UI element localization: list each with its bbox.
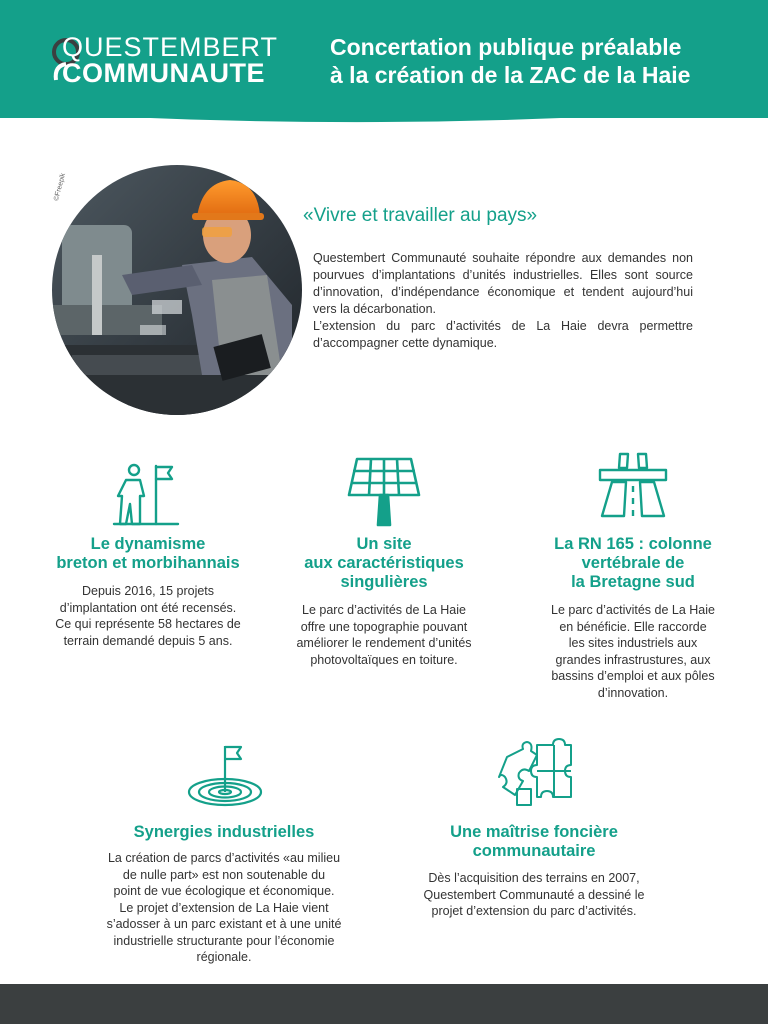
feature-site	[288, 535, 480, 668]
feature-site-desc-line2: offre une topographie pouvant	[300, 619, 468, 634]
feature-dynamism-title-line1: Le dynamisme	[90, 535, 206, 553]
feature-rn165-title-line1: La RN 165 : colonne	[554, 535, 712, 553]
feature-site-desc-line1: Le parc d’activités de La Haie	[302, 603, 466, 617]
feature-synergies-desc-line7: régionale.	[196, 950, 252, 964]
feature-land-control-desc	[400, 870, 668, 920]
feature-synergies-desc-line5: s’adosser à un parc existant et à une unité	[106, 917, 342, 931]
feature-land-control-desc-line1: Dès l’acquisition des terrains en 2007,	[428, 871, 640, 885]
page-title-line2: à la création de la ZAC de la Haie	[330, 62, 691, 88]
solar-panel-icon	[347, 457, 421, 527]
target-flag-icon	[185, 742, 265, 808]
feature-dynamism	[40, 535, 256, 649]
feature-land-control-title-line2: communautaire	[472, 842, 596, 860]
feature-dynamism-desc	[40, 583, 256, 649]
feature-rn165-desc-line4: grandes infrastrustures, aux	[555, 652, 711, 667]
photo-credit: ©Freepik	[53, 172, 68, 202]
feature-synergies-title: Synergies industrielles	[133, 823, 315, 841]
feature-land-control-title-line1: Une maîtrise foncière	[450, 823, 618, 841]
feature-synergies-desc-line6: industrielle structurante pour l’économie	[113, 933, 335, 948]
feature-site-title-line2: aux caractéristiques	[304, 554, 464, 572]
feature-dynamism-desc-line4: terrain demandé depuis 5 ans.	[63, 633, 233, 648]
header-curve	[0, 88, 768, 128]
logo	[50, 30, 300, 92]
highway-icon	[598, 452, 668, 518]
intro-text	[313, 250, 693, 352]
feature-synergies-desc-line3: point de vue écologique et économique.	[113, 884, 335, 898]
page-title	[330, 33, 750, 89]
intro-paragraph-1: Questembert Communauté souhaite répondre aux demandes non pourvues d’implantations d’unités industrielles. Elles sont source d’innovation, d’indépendance économique et tendent aujourd’hui vers la décarbonation.	[313, 251, 693, 316]
feature-rn165-desc-line2: en bénéficie. Elle raccorde	[559, 619, 707, 634]
feature-synergies-desc-line2: de nulle part» est non soutenable du	[122, 867, 326, 882]
feature-synergies-desc	[90, 850, 358, 966]
feature-rn165-desc-line1: Le parc d’activités de La Haie	[551, 603, 715, 617]
feature-site-title-line1: Un site	[356, 535, 412, 553]
feature-site-title	[288, 535, 480, 592]
footer-bar	[0, 984, 768, 1024]
hiker-flag-icon	[112, 462, 182, 528]
feature-synergies	[90, 823, 358, 966]
feature-rn165-desc-line5: bassins d’emploi et aux pôles	[551, 669, 715, 683]
feature-site-title-line3: singulières	[340, 573, 428, 591]
feature-rn165	[528, 535, 738, 701]
feature-dynamism-desc-line2: d’implantation ont été recensés.	[59, 600, 237, 615]
worker-photo	[52, 165, 302, 415]
feature-dynamism-desc-line1: Depuis 2016, 15 projets	[81, 584, 215, 598]
intro-paragraph-2: L’extension du parc d’activités de La Haie devra permettre d’accompagner cette dynamique.	[313, 319, 693, 350]
logo-text-questembert: QUESTEMBERT	[62, 32, 279, 62]
feature-site-desc-line3: améliorer le rendement d’unités	[296, 636, 472, 650]
feature-dynamism-desc-line3: Ce qui représente 58 hectares de	[55, 617, 241, 631]
feature-site-desc-line4: photovoltaïques en toiture.	[310, 652, 458, 667]
puzzle-icon	[497, 737, 573, 809]
page-title-line1: Concertation publique préalable	[330, 34, 682, 60]
feature-rn165-title-line2: vertébrale de	[581, 554, 685, 572]
feature-rn165-title-line3: la Bretagne sud	[571, 573, 695, 591]
feature-site-desc	[288, 602, 480, 668]
feature-land-control-title	[400, 823, 668, 861]
feature-rn165-desc	[528, 602, 738, 701]
intro-quote: «Vivre et travailler au pays»	[303, 205, 538, 226]
feature-synergies-desc-line1: La création de parcs d’activités «au milieu	[107, 851, 341, 865]
logo-text-communaute: COMMUNAUTE	[62, 58, 265, 88]
feature-rn165-desc-line6: d’innovation.	[597, 685, 669, 700]
feature-land-control-desc-line3: projet d’extension du parc d’activités.	[431, 904, 637, 918]
feature-land-control-desc-line2: Questembert Communauté a dessiné le	[423, 887, 645, 902]
feature-rn165-title	[528, 535, 738, 592]
feature-rn165-desc-line3: les sites industriels aux	[568, 636, 698, 650]
feature-land-control	[400, 823, 668, 920]
feature-dynamism-title	[40, 535, 256, 573]
feature-dynamism-title-line2: breton et morbihannais	[56, 554, 240, 572]
feature-synergies-desc-line4: Le projet d’extension de La Haie vient	[119, 900, 329, 915]
